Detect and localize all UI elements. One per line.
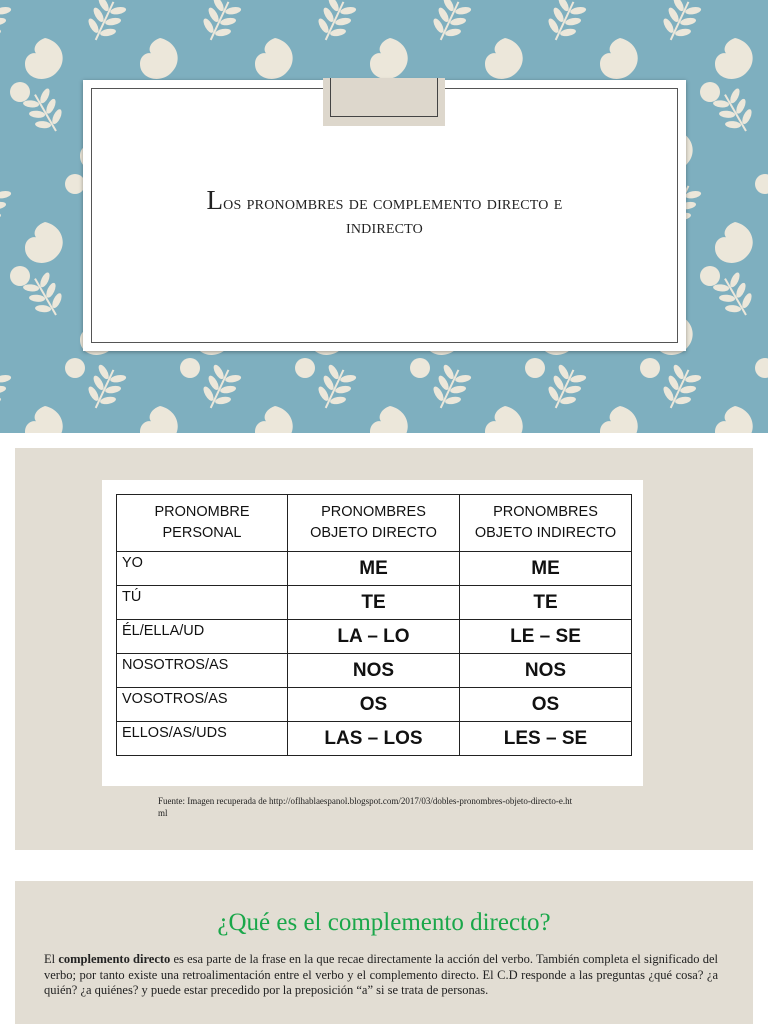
paisley-shape-icon (485, 38, 523, 79)
paisley-shape-icon (715, 406, 753, 433)
pattern-dot-icon (700, 266, 720, 286)
paisley-shape-icon (370, 406, 408, 433)
leaf-sprig-icon (541, 362, 589, 415)
pattern-dot-icon (755, 174, 768, 194)
cell-indirect: TE (460, 586, 632, 620)
cell-person: NOSOTROS/AS (117, 654, 288, 688)
header-direct-line1: PRONOMBRES (321, 504, 426, 520)
cell-person: YO (117, 552, 288, 586)
leaf-sprig-icon (311, 0, 359, 47)
cell-direct: LAS – LOS (288, 722, 460, 756)
paisley-shape-icon (140, 406, 178, 433)
pattern-dot-icon (65, 174, 85, 194)
pattern-dot-icon (525, 358, 545, 378)
header-indirect-line2: OBJETO INDIRECTO (474, 525, 617, 541)
paisley-shape-icon (600, 38, 638, 79)
table-header-row (117, 495, 632, 552)
body-rest: es esa parte de la frase en la que recae directamente la acción del verbo. También completa el significado del verbo; por tanto existe una retroalimentación entre el verbo y el complemento directo. El C.D responde a las preguntas ¿qué cosa? ¿a quién? ¿a quiénes? y puede estar precedido por la preposición “a” si se trata de personas. (44, 952, 718, 997)
cell-person: TÚ (117, 586, 288, 620)
leaf-sprig-icon (541, 0, 589, 47)
header-personal (117, 495, 288, 552)
pattern-dot-icon (10, 266, 30, 286)
cell-direct: OS (288, 688, 460, 722)
leaf-sprig-icon (426, 0, 474, 47)
table-row (117, 586, 632, 620)
paisley-shape-icon (25, 406, 63, 433)
cell-indirect: NOS (460, 654, 632, 688)
header-personal-line2: PERSONAL (162, 525, 242, 541)
pattern-dot-icon (410, 358, 430, 378)
cell-indirect: ME (460, 552, 632, 586)
title-capital: L (206, 185, 224, 215)
body-bold-term: complemento directo (58, 952, 171, 966)
cell-person: ÉL/ELLA/UD (117, 620, 288, 654)
cell-indirect: OS (460, 688, 632, 722)
cell-person: VOSOTROS/AS (117, 688, 288, 722)
table-image-panel (102, 480, 643, 786)
cell-person: ELLOS/AS/UDS (117, 722, 288, 756)
header-indirect-line1: PRONOMBRES (493, 504, 598, 520)
header-personal-line1: PRONOMBRE (154, 504, 250, 520)
table-row (117, 620, 632, 654)
decorative-tab (323, 78, 445, 126)
paisley-shape-icon (370, 38, 408, 79)
leaf-sprig-icon (0, 362, 14, 415)
table-row (117, 722, 632, 756)
leaf-sprig-icon (196, 0, 244, 47)
pattern-dot-icon (65, 358, 85, 378)
leaf-sprig-icon (426, 362, 474, 415)
leaf-sprig-icon (81, 0, 129, 47)
title-line-1: os pronombres de complemento directo e (223, 192, 563, 214)
pattern-dot-icon (10, 82, 30, 102)
pronoun-table (116, 494, 632, 756)
cell-indirect: LE – SE (460, 620, 632, 654)
title-slide (0, 0, 768, 433)
source-note: Fuente: Imagen recuperada de http://oflhablaespanol.blogspot.com/2017/03/dobles-pronombres-objeto-directo-e.html (158, 796, 573, 818)
pattern-dot-icon (295, 358, 315, 378)
header-direct (288, 495, 460, 552)
table-slide (15, 448, 753, 850)
slide-title (113, 185, 656, 239)
section-heading: ¿Qué es el complemento directo? (217, 909, 551, 936)
pattern-dot-icon (640, 358, 660, 378)
pattern-dot-icon (755, 358, 768, 378)
title-card (83, 80, 686, 351)
table-row (117, 688, 632, 722)
leaf-sprig-icon (196, 362, 244, 415)
pattern-dot-icon (180, 358, 200, 378)
leaf-sprig-icon (0, 178, 14, 231)
paisley-shape-icon (715, 38, 753, 79)
definition-slide (15, 881, 753, 1024)
paisley-shape-icon (25, 222, 63, 263)
paisley-shape-icon (255, 38, 293, 79)
paisley-shape-icon (485, 406, 523, 433)
cell-direct: NOS (288, 654, 460, 688)
paisley-shape-icon (140, 38, 178, 79)
leaf-sprig-icon (656, 0, 704, 47)
cell-direct: TE (288, 586, 460, 620)
paisley-shape-icon (255, 406, 293, 433)
definition-paragraph (44, 952, 718, 999)
leaf-sprig-icon (311, 362, 359, 415)
body-prefix: El (44, 952, 59, 966)
cell-indirect: LES – SE (460, 722, 632, 756)
title-line-2: indirecto (346, 216, 423, 238)
table-row (117, 552, 632, 586)
leaf-sprig-icon (81, 362, 129, 415)
table-row (117, 654, 632, 688)
paisley-shape-icon (715, 222, 753, 263)
pattern-dot-icon (700, 82, 720, 102)
header-direct-line2: OBJETO DIRECTO (310, 525, 437, 541)
decorative-tab-inner (330, 78, 438, 117)
paisley-shape-icon (25, 38, 63, 79)
leaf-sprig-icon (0, 0, 14, 47)
header-indirect (460, 495, 632, 552)
paisley-shape-icon (600, 406, 638, 433)
leaf-sprig-icon (656, 362, 704, 415)
cell-direct: ME (288, 552, 460, 586)
cell-direct: LA – LO (288, 620, 460, 654)
